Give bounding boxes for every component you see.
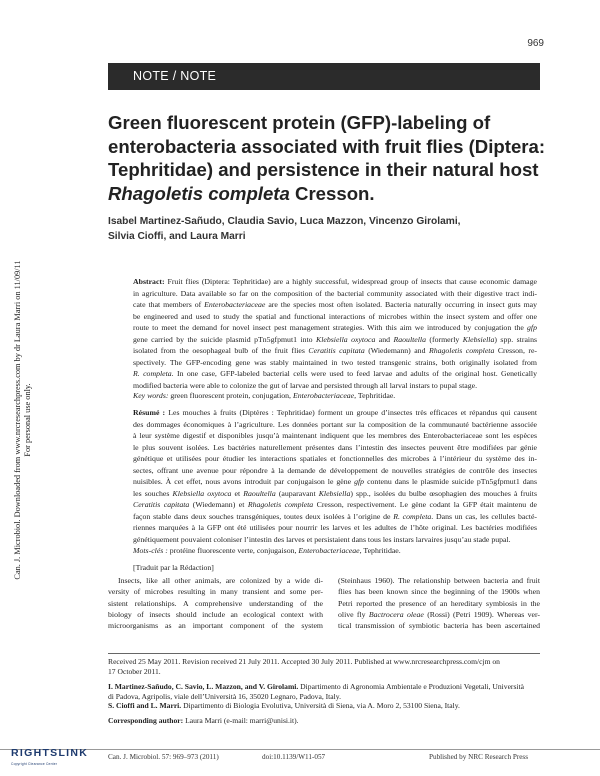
resume-line: des dommages économiques à l’agriculture. Les données portant sur la composition de la communauté bactérienne associée [133,419,537,429]
resume-line [133,476,537,488]
abstract-italic: Ceratitis capitata [308,346,365,356]
abstract-text: are the species most often isolated. Bacteria naturally occurring in insect guts may [265,300,537,310]
abstract-italic: Enterobacteriaceae [204,300,266,310]
body-column-left [108,575,323,632]
publisher-note: Published by NRC Research Press [429,753,529,761]
abstract-text: isolated from the oesophageal bulb of the fruit flies [133,346,309,356]
resume-italic: Klebsiella [318,488,351,498]
abstract-text: ) spp. strains [494,334,537,344]
mots-cles-label: Mots-clés : [133,546,168,555]
author-list [108,215,528,244]
rightslink-logo[interactable] [11,742,93,772]
resume-text: nuisibles. À cet effet, nous avons introduit par conjugaison le gène [133,477,355,487]
abstract-line: modified bacteria were able to colonize the gut of larvae and persisted through all larval instars to pupal stage. [133,380,478,390]
title-line: Tephritidae) and persistence in their natural host [108,159,539,180]
note-banner [108,63,540,90]
resume-text: façon stable dans deux souches transgéniques, toutes deux isolées à l’origine de [133,511,394,521]
resume-line: riennes marquées à la GFP ont été utilisées pour nourrir les larves et les adultes de l’hôte original. Les bactéries modifiées [133,523,537,533]
body-line: (Steinhaus 1960). The relationship between bacteria and fruit [338,576,540,585]
corresponding-text: Laura Marri (e-mail: marri@unisi.it). [183,716,299,725]
resume-text: Cresson, respectivement. Le gène codant la GFP était maintenu de [313,500,537,510]
resume-italic: Ceratitis capitata [133,500,190,510]
abstract-italic: Rhagoletis completa [428,346,495,356]
journal-citation: Can. J. Microbiol. 57: 969–973 (2011) [108,753,219,761]
resume-italic: Raoultella [243,488,276,498]
doi-link[interactable]: doi:10.1139/W11-057 [262,753,326,761]
resume-text: (auparavant [275,488,319,498]
abstract-line [133,299,537,311]
abstract-text: (Wiedemann) and [364,346,429,356]
abstract-line [133,276,537,288]
resume-text: ) spp., isolées du bulbe œsophagien des mouches à fruits [350,488,537,498]
resume-line: sectes, offrant une avenue pour répondre à la demande de développement de nouvelles stratégies de contrôle des insectes [133,465,537,475]
keywords-line [133,390,537,402]
resume-italic: Rhagoletis completa [247,500,314,510]
abstract-text: and [375,334,394,344]
rightslink-tagline: Copyright Clearance Center [11,762,58,766]
resume-line: à leur système digestif et disponibles jusqu’à maintenant indiquent que les membres des Enterobacteriaceae sont les espèces [133,431,537,441]
resume-line: génétique et utilisées pour étudier les interactions spatiales et fonctionnelles des microbes à l’intérieur du système des in- [133,454,537,464]
body-line: microorganisms as an important component of the system [108,621,323,631]
abstract-label: Abstract: [133,277,165,286]
keywords [133,390,537,402]
abstract-text: Fruit flies (Diptera: Tephritidae) are a highly successful, widespread group of insects that cause economic damage [164,277,537,286]
affiliation-text: Dipartimento di Biologia Evolutiva, Università di Siena, via A. Moro 2, 53100 Siena, Italy. [181,701,460,710]
resume-text: . Dans un cas, les cellules bacté- [431,511,537,521]
affiliation-line [108,682,524,691]
received-line: 17 October 2011. [108,666,161,676]
abstract-italic: Klebsiella oxytoca [316,334,376,344]
watermark-line: For personal use only. [23,383,32,457]
authors-line: Silvia Cioffi, and Laura Marri [108,230,246,242]
resume-line [133,499,537,511]
body-italic: Bactrocera oleae [368,610,424,620]
watermark-line: Can. J. Microbiol. Downloaded from www.nrcresearchpress.com by dr Laura Marri on 11/09/11 [13,260,22,580]
corresponding-author [108,716,299,725]
keywords-italic: Enterobacteriaceae [292,391,355,400]
abstract-line: spectively. The GFP-encoding gene was stably maintained in two tested transgenic strains, both originally isolated from [133,357,537,367]
affiliation-line: di Padova, Agripolis, viale dell’Università 16, 35020 Legnaro, Padova, Italy. [108,691,341,701]
body-text: olive fly [338,610,369,620]
body-line [338,609,540,620]
body-line: Insects, like all other animals, are colonized by a wide di- [118,576,323,585]
page-number: 969 [527,38,544,49]
body-line: versity of microbes resulting in many transient and some per- [108,587,323,597]
corresponding-label: Corresponding author: [108,716,184,725]
article-footnotes [108,653,540,746]
abstract-text: . In one case, GFP-labeled bacterial cells were used to feed larvae and adults of the original host. Genetically [171,369,537,379]
abstract [133,276,537,391]
body-line: Petri reported the presence of an hereditary symbiosis in the [338,598,540,608]
authors-line: Isabel Martinez-Sañudo, Claudia Savio, Luca Mazzon, Vincenzo Girolami, [108,216,461,227]
resume-text: et [231,488,244,498]
resume-italic: gfp [354,477,365,487]
resume-label: Résumé : [133,408,166,417]
mots-cles-italic: Enterobacteriaceae [298,546,360,555]
abstract-line [133,345,537,357]
note-banner-label: NOTE / NOTE [133,69,217,83]
resume-text: les souches [133,488,173,498]
title-line: Green fluorescent protein (GFP)-labeling of [108,112,491,133]
resume-text: contenu dans le plasmide suicide pTn5gfpmut1 dans [364,477,537,487]
abstract-italic: gfp [527,323,537,333]
abstract-italic: R. completa [133,369,172,379]
title-line: enterobacteria associated with fruit flies (Diptera: [108,135,546,157]
affiliation-authors: I. Martinez-Sañudo, C. Savio, L. Mazzon, and V. Girolami. [108,682,299,691]
body-text: (Rossi) (Petri 1909). Whereas ver- [423,610,540,620]
resume-italic: R. completa [393,511,432,521]
abstract-line [133,368,537,380]
abstract-line: be engineered and used to study the spatial and functional interactions of microbes within the insect system and offer one [133,311,537,321]
abstract-italic: Klebsiella [462,334,495,344]
affiliation-text: Dipartimento di Agronomia Ambientale e Produzioni Vegetali, Università [298,682,525,691]
keywords-text: , Tephritidae. [354,391,396,400]
abstract-text: Cresson, re- [494,346,537,356]
abstract-text: route to meet the demand for novel insect pest management strategies. With this aim we introduced by conjugation the [133,323,528,333]
keywords-text: green fluorescent protein, conjugation, [168,391,293,400]
resume-line [133,407,537,419]
abstract-line [133,334,537,346]
watermark-text [13,190,33,650]
mots-cles-line [133,545,537,557]
abstract-text: (formerly [425,334,463,344]
mots-cles [133,545,537,557]
abstract-text: cate that members of [133,300,205,310]
body-line: biology of insects should include an ecological context with [108,610,323,620]
abstract-italic: Raoultella [393,334,426,344]
abstract-text: gene carried by the suicide plasmid pTn5gfpmut1 into [133,334,317,344]
translation-note-text: [Traduit par la Rédaction] [133,563,214,572]
title-line-end: Cresson. [289,182,375,204]
translation-note [133,562,537,574]
mots-cles-text: , Tephritidae. [359,546,401,555]
body-line: flies has been known since the beginning of the 1900s when [338,587,540,597]
body-line: sistent relationships. A comprehensive understanding of the [108,598,323,608]
resume-line: génétiquement pouvaient coloniser l’intestin des larves et persistaient dans tous les instars larvaires jusqu’au stade pupal. [133,535,511,545]
received-line: Received 25 May 2011. Revision received 21 July 2011. Accepted 30 July 2011. Published at www.nrcresearchpress.com/cjm on [108,657,500,666]
keywords-label: Key words: [133,391,169,400]
resume-line: le plus souvent isolées. Les bactéries naturellement présentes dans l’intestin des insectes peuvent être modifiées par génie [133,442,537,452]
resume [133,407,537,546]
abstract-line: in agriculture. Data available so far on the composition of the bacterial community associated with their digestive tract indi- [133,288,537,298]
article-title [108,111,553,205]
download-watermark [0,190,32,650]
resume-text: Les mouches à fruits (Diptères : Tephritidae) forment un groupe d’insectes très efficaces et répandus qui causent [165,408,537,417]
body-line: tical transmission of symbiotic bacteria has been ascertained [338,621,540,631]
title-line [108,182,553,206]
body-column-right [338,575,540,632]
resume-italic: Klebsiella oxytoca [172,488,232,498]
resume-text: (Wiedemann) et [189,500,248,510]
affiliation-authors: S. Cioffi and L. Marri. [108,701,182,710]
title-species: Rhagoletis completa [108,182,290,204]
abstract-line [133,322,537,334]
resume-line [133,488,537,500]
affiliation-line [108,701,460,710]
rightslink-name: RIGHTSLINK [11,747,89,759]
mots-cles-text: protéine fluorescente verte, conjugaison, [167,546,299,555]
resume-line [133,511,537,523]
